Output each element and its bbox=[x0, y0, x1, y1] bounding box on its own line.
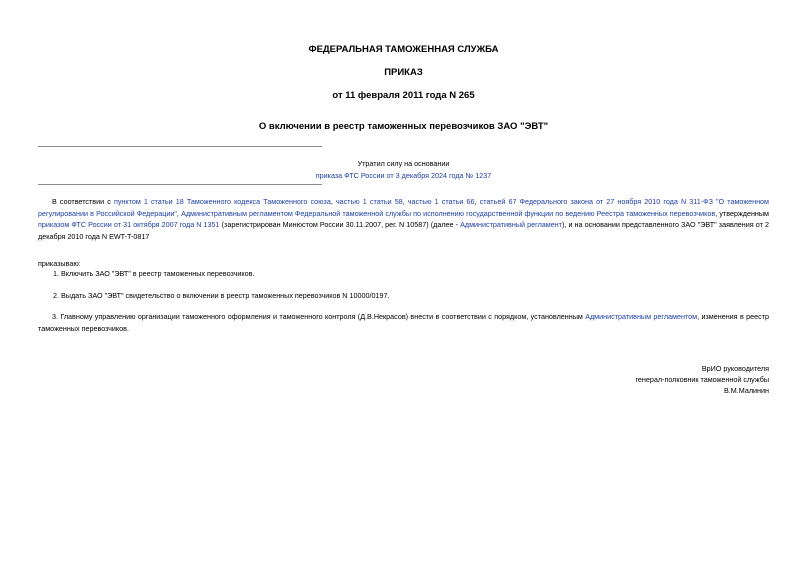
federal-law-link[interactable]: статьей 67 Федерального закона от 27 ноября 2010 года N 311-ФЗ "О таможенном регулировании в Российской Федерации" bbox=[38, 197, 769, 218]
preamble-text-3: , bbox=[402, 197, 408, 206]
item-3-text-2: , изменения в реестр таможенных перевозчиков. bbox=[38, 312, 769, 333]
preamble-text-8: ), и на основании представленного ЗАО "ЭВТ" заявления от 2 декабря 2010 года N EWT-T-0817 bbox=[38, 220, 769, 241]
order-item-2: 2. Выдать ЗАО "ЭВТ" свидетельство о включении в реестр таможенных перевозчиков N 10000/0197. bbox=[53, 291, 390, 300]
divider-bottom bbox=[38, 184, 322, 185]
preamble-paragraph bbox=[38, 196, 769, 242]
order-item-3 bbox=[38, 311, 769, 334]
signatory-name: В.М.Малинин bbox=[723, 386, 769, 395]
article-66-link[interactable]: частью 1 статьи 66 bbox=[407, 197, 475, 206]
divider-top bbox=[38, 146, 322, 147]
repeal-order-link[interactable]: приказа ФТС России от 3 декабря 2024 года № 1237 bbox=[315, 171, 492, 180]
document-type: ПРИКАЗ bbox=[384, 67, 423, 78]
preamble-text-7: (зарегистрирован Минюстом России 30.11.2007, рег. N 10587) (далее - bbox=[219, 220, 461, 229]
status-note-text: Утратил силу на основании bbox=[357, 159, 450, 168]
customs-code-link[interactable]: пунктом 1 статьи 18 Таможенного кодекса Таможенного союза bbox=[113, 197, 331, 206]
signatory-rank: генерал-полковник таможенной службы bbox=[635, 375, 769, 384]
status-note-link-wrap bbox=[0, 171, 807, 180]
article-58-link[interactable]: частью 1 статьи 58 bbox=[335, 197, 403, 206]
order-item-1: 1. Включить ЗАО "ЭВТ" в реестр таможенных перевозчиков. bbox=[53, 269, 255, 278]
order-word: приказываю: bbox=[38, 259, 81, 268]
fcs-order-1351-link[interactable]: приказом ФТС России от 31 октября 2007 года N 1351 bbox=[38, 220, 220, 229]
admin-regulation-short-link[interactable]: Административный регламент bbox=[460, 220, 562, 229]
preamble-text-5: , bbox=[176, 208, 182, 218]
preamble-text-1: В соответствии с bbox=[52, 197, 114, 206]
item-3-text-1: 3. Главному управлению организации таможенного оформления и таможенного контроля (Д.В.Некрасов) внести в соответствии с порядком, установленным bbox=[52, 312, 586, 321]
document-title: О включении в реестр таможенных перевозчиков ЗАО "ЭВТ" bbox=[258, 121, 549, 132]
agency-name: ФЕДЕРАЛЬНАЯ ТАМОЖЕННАЯ СЛУЖБА bbox=[308, 44, 499, 55]
item-3-regulation-link[interactable]: Административным регламентом bbox=[585, 312, 698, 321]
document-date: от 11 февраля 2011 года N 265 bbox=[332, 90, 475, 101]
signatory-position: ВрИО руководителя bbox=[701, 364, 769, 373]
preamble-text-2: , bbox=[330, 197, 336, 206]
admin-regulation-link[interactable]: Административным регламентом Федеральной таможенной службы по исполнению государственной функции по ведению Реестра таможенных перевозчиков bbox=[181, 208, 716, 218]
preamble-text-4: , bbox=[474, 197, 480, 206]
preamble-text-6: , утвержденным bbox=[715, 208, 769, 218]
